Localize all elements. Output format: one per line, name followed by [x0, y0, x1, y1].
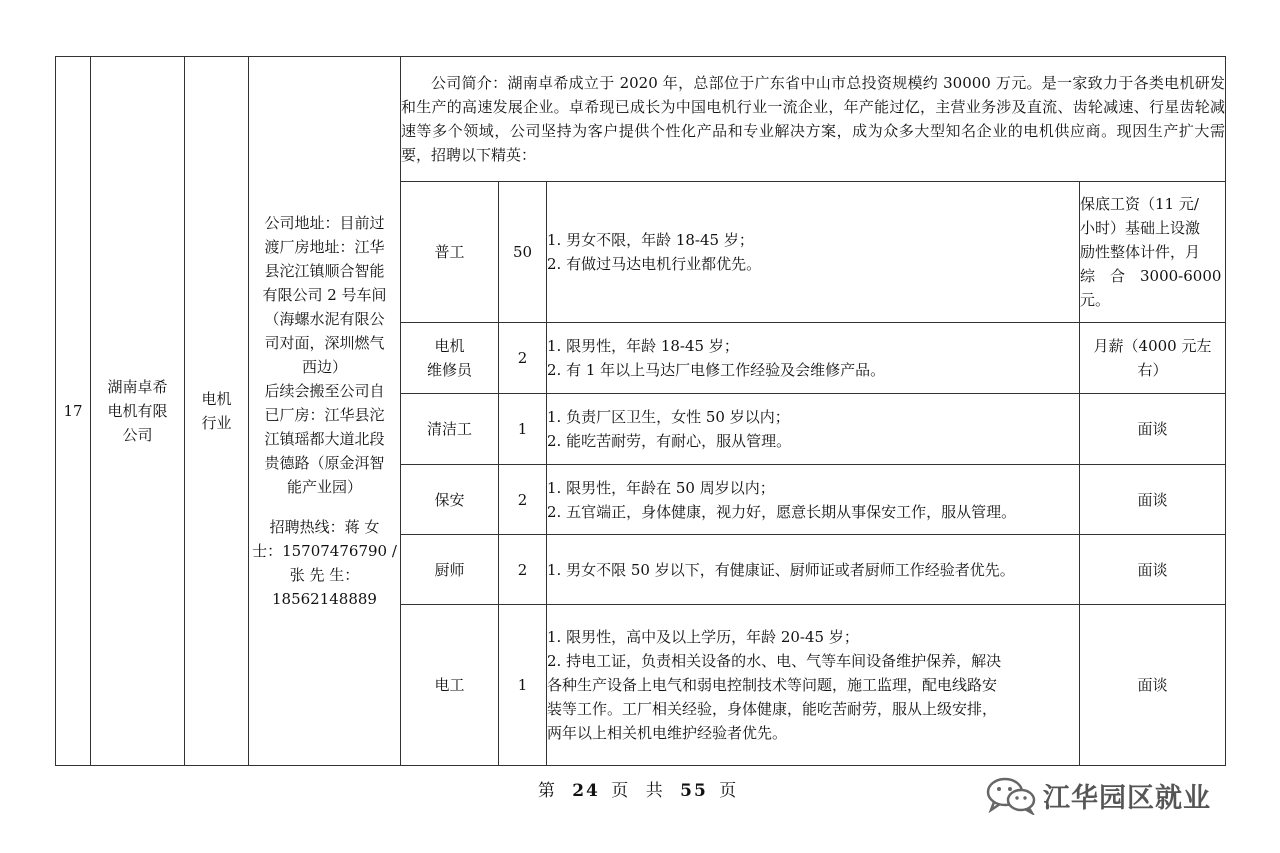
current-page: 24 [572, 781, 600, 801]
position-requirements: 1. 男女不限，年龄 18-45 岁； 2. 有做过马达电机行业都优先。 [547, 182, 1080, 323]
position-count: 2 [499, 465, 547, 535]
position-requirements: 1. 限男性，年龄 18-45 岁； 2. 有 1 年以上马达厂电修工作经验及会维修产品。 [547, 323, 1080, 394]
company-address: 公司地址：目前过 渡厂房地址：江华 县沱江镇顺合智能 有限公司 2 号车间 （海螺水泥有限公 司对面，深圳燃气 西边） 后续会搬至公司自 已厂房：江华县沱 江镇瑶都大道北段 贵德路（原金洱智 能产业园） 招聘热线：蒋 女 士：15707476790 / 张 先 生： 18562148889 [249, 57, 401, 766]
position-title: 电工 [401, 605, 499, 766]
wechat-watermark [985, 772, 1211, 818]
position-count: 1 [499, 605, 547, 766]
position-salary: 面谈 [1080, 605, 1226, 766]
company-intro: 公司简介：湖南卓希成立于 2020 年，总部位于广东省中山市总投资规模约 30000 万元。是一家致力于各类电机研发和生产的高速发展企业。卓希现已成长为中国电机行业一流企业，年产能过亿，主营业务涉及直流、齿轮减速、行星齿轮减速等多个领域，公司坚持为客户提供个性化产品和专业解决方案，成为众多大型知名企业的电机供应商。现因生产扩大需要，招聘以下精英： [401, 57, 1226, 182]
position-title: 保安 [401, 465, 499, 535]
intro-row [56, 57, 1226, 182]
job-listing-table [55, 56, 1226, 766]
row-index: 17 [56, 57, 91, 766]
position-count: 2 [499, 323, 547, 394]
position-requirements: 1. 负责厂区卫生，女性 50 岁以内； 2. 能吃苦耐劳，有耐心，服从管理。 [547, 394, 1080, 465]
industry: 电机 行业 [185, 57, 249, 766]
position-salary: 保底工资（11 元/ 小时）基础上设激 励性整体计件，月 综 合 3000-6000 元。 [1080, 182, 1226, 323]
position-count: 1 [499, 394, 547, 465]
position-title: 电机 维修员 [401, 323, 499, 394]
position-requirements: 1. 限男性，年龄在 50 周岁以内； 2. 五官端正，身体健康，视力好，愿意长期从事保安工作，服从管理。 [547, 465, 1080, 535]
position-count: 2 [499, 535, 547, 605]
position-salary: 面谈 [1080, 535, 1226, 605]
watermark-text: 江华园区就业 [1043, 782, 1211, 814]
wechat-icon [985, 775, 1037, 815]
position-title: 清洁工 [401, 394, 499, 465]
company-name: 湖南卓希 电机有限 公司 [91, 57, 185, 766]
page-footer: 第 24 页 共 55 页 [537, 781, 743, 801]
position-salary: 面谈 [1080, 465, 1226, 535]
total-pages: 55 [680, 781, 708, 801]
position-requirements: 1. 限男性，高中及以上学历，年龄 20-45 岁； 2. 持电工证，负责相关设备的水、电、气等车间设备维护保养，解决 各种生产设备上电气和弱电控制技术等问题，施工监理，配电线路安 装等工作。工厂相关经验，身体健康，能吃苦耐劳，服从上级安排， 两年以上相关机电维护经验者优先。 [547, 605, 1080, 766]
position-count: 50 [499, 182, 547, 323]
recruitment-hotline: 招聘热线：蒋 女 士：15707476790 / 张 先 生： 18562148889 [252, 518, 397, 608]
position-salary: 月薪（4000 元左 右） [1080, 323, 1226, 394]
position-title: 普工 [401, 182, 499, 323]
position-title: 厨师 [401, 535, 499, 605]
position-requirements: 1. 男女不限 50 岁以下，有健康证、厨师证或者厨师工作经验者优先。 [547, 535, 1080, 605]
position-salary: 面谈 [1080, 394, 1226, 465]
